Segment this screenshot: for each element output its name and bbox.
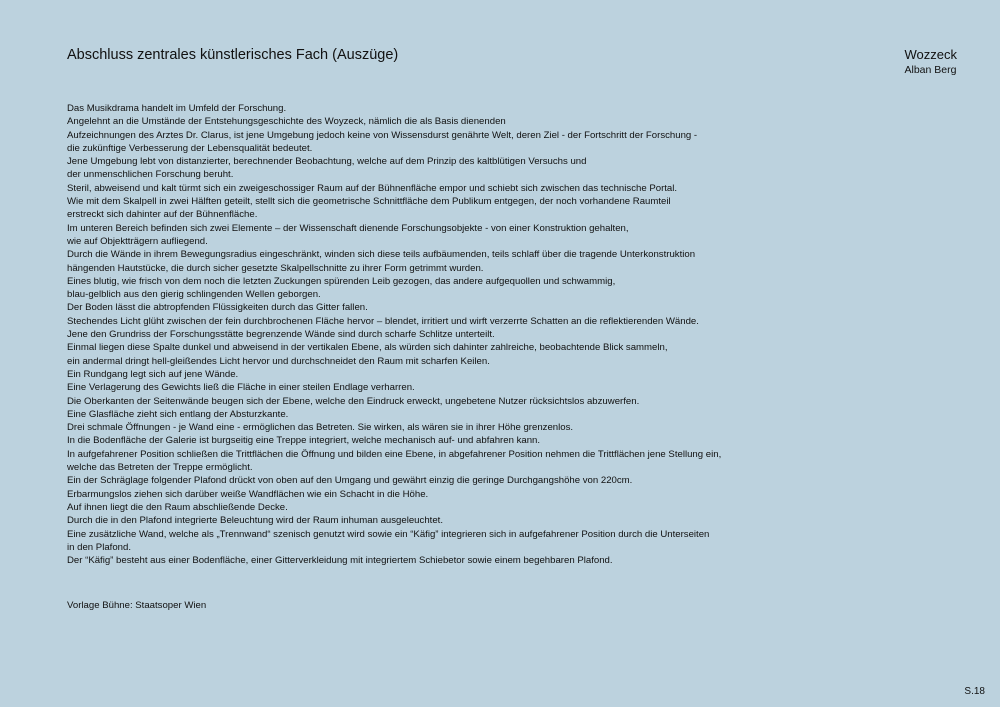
body-line: Der “Käfig” besteht aus einer Bodenfläche, einer Gitterverkleidung mit integriertem Schiebetor sowie einem begehbaren Plafond.	[67, 555, 613, 567]
body-line: der unmenschlichen Forschung beruht.	[67, 169, 234, 181]
body-line: welche das Betreten der Treppe ermöglicht.	[67, 462, 253, 474]
page-number: S.18	[964, 686, 985, 697]
body-line: Eine zusätzliche Wand, welche als „Trennwand“ szenisch genutzt wird sowie ein “Käfig” integrieren sich in aufgefahrener Position durch die Unterseiten	[67, 528, 710, 540]
body-line: Angelehnt an die Umstände der Entstehungsgeschichte des Woyzeck, nämlich die als Basis dienenden	[67, 116, 506, 128]
body-line: Eine Glasfläche zieht sich entlang der Absturzkante.	[67, 408, 289, 420]
body-line: Einmal liegen diese Spalte dunkel und abweisend in der vertikalen Ebene, als würden sich dahinter zahlreiche, beobachtende Blick sammeln,	[67, 342, 668, 354]
body-line: Jene den Grundriss der Forschungsstätte begrenzende Wände sind durch scharfe Schlitze unterteilt.	[67, 329, 495, 341]
body-line: Das Musikdrama handelt im Umfeld der Forschung.	[67, 103, 287, 114]
body-line: Erbarmungslos ziehen sich darüber weiße Wandflächen wie ein Schacht in die Höhe.	[67, 488, 429, 500]
body-line: Ein Rundgang legt sich auf jene Wände.	[67, 368, 239, 380]
body-line: Stechendes Licht glüht zwischen der fein durchbrochenen Fläche hervor – blendet, irritiert und wirft verzerrte Schatten an die reflektierenden Wände.	[67, 315, 699, 327]
body-line: Drei schmale Öffnungen - je Wand eine - ermöglichen das Betreten. Sie wirken, als wären sie in ihrer Höhe grenzenlos.	[67, 422, 574, 434]
body-line: in den Plafond.	[67, 541, 132, 553]
body-line: Durch die in den Plafond integrierte Beleuchtung wird der Raum inhuman ausgeleuchtet.	[67, 515, 443, 527]
body-text	[67, 102, 767, 567]
body-line: erstreckt sich dahinter auf der Bühnenfläche.	[67, 209, 258, 221]
body-line: Durch die Wände in ihrem Bewegungsradius eingeschränkt, winden sich diese teils aufbäumenden, teils schlaff über die tragende Unterkonstruktion	[67, 249, 696, 261]
work-header	[905, 47, 958, 76]
body-line: die zukünftige Verbesserung der Lebensqualität bedeutet.	[67, 142, 313, 154]
body-line: In aufgefahrener Position schließen die Trittflächen die Öffnung und bilden eine Ebene, in abgefahrener Position nehmen die Trittflächen jene Stellung ein,	[67, 448, 722, 460]
body-line: blau-gelblich aus den gierig schlingenden Wellen geborgen.	[67, 289, 321, 301]
body-line: In die Bodenfläche der Galerie ist burgseitig eine Treppe integriert, welche mechanisch auf- und abfahren kann.	[67, 435, 541, 447]
body-line: Ein der Schräglage folgender Plafond drückt von oben auf den Umgang und gewährt einzig die geringe Durchgangshöhe von 220cm.	[67, 475, 633, 487]
body-line: ein andermal dringt hell-gleißendes Licht hervor und durchschneidet den Raum mit scharfen Keilen.	[67, 355, 490, 367]
composer-name: Alban Berg	[904, 64, 957, 76]
body-line: Eines blutig, wie frisch von dem noch die letzten Zuckungen spürenden Leib gezogen, das andere aufgequollen und schwammig,	[67, 275, 616, 287]
body-line: Eine Verlagerung des Gewichts ließ die Fläche in einer steilen Endlage verharren.	[67, 382, 415, 394]
page-title: Abschluss zentrales künstlerisches Fach (Auszüge)	[67, 47, 399, 63]
body-line: Aufzeichnungen des Arztes Dr. Clarus, ist jene Umgebung jedoch keine von Wissensdurst genährte Welt, deren Ziel - der Fortschritt der Forschung -	[67, 129, 698, 141]
body-line: Steril, abweisend und kalt türmt sich ein zweigeschossiger Raum auf der Bühnenfläche empor und schiebt sich zwischen das technische Portal.	[67, 182, 678, 194]
body-line: Der Boden lässt die abtropfenden Flüssigkeiten durch das Gitter fallen.	[67, 302, 368, 314]
footer-note: Vorlage Bühne: Staatsoper Wien	[67, 600, 207, 611]
body-line: Im unteren Bereich befinden sich zwei Elemente – der Wissenschaft dienende Forschungsobjekte - von einer Konstruktion gehalten,	[67, 222, 629, 234]
body-line: wie auf Objektträgern aufliegend.	[67, 235, 208, 247]
body-line: Auf ihnen liegt die den Raum abschließende Decke.	[67, 501, 288, 513]
body-line: hängenden Hautstücke, die durch sicher gesetzte Skalpellschnitte zu ihrer Form getrimmt wurden.	[67, 262, 484, 274]
body-line: Jene Umgebung lebt von distanzierter, berechnender Beobachtung, welche auf dem Prinzip des kaltblütigen Versuchs und	[67, 156, 587, 168]
work-title: Wozzeck	[904, 47, 957, 62]
body-line: Wie mit dem Skalpell in zwei Hälften geteilt, stellt sich die geometrische Schnittfläche dem Publikum entgegen, der noch vorhandene Raumteil	[67, 196, 671, 208]
body-line: Die Oberkanten der Seitenwände beugen sich der Ebene, welche den Eindruck erweckt, ungebetene Nutzer rücksichtslos abzuwerfen.	[67, 395, 640, 407]
